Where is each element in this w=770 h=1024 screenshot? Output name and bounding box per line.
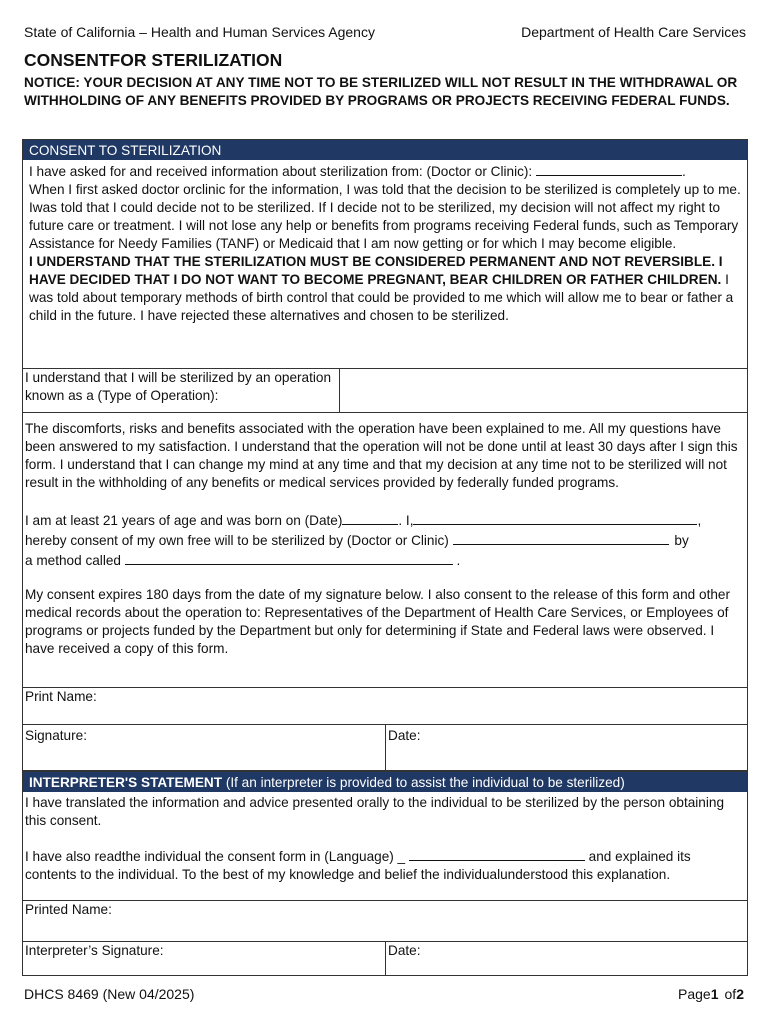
language-field[interactable] (409, 846, 585, 861)
interpreter-date-label[interactable]: Date: (388, 943, 421, 958)
doctor-clinic-line: I have asked for and received information about sterilization from: (Doctor or Clinic): . (29, 161, 741, 181)
birthdate-line: I am at least 21 years of age and was born on (Date) . I, , (25, 510, 745, 530)
permanent-paragraph: I UNDERSTAND THAT THE STERILIZATION MUST BE CONSIDERED PERMANENT AND NOT REVERSIBLE. I HAVE DECIDED THAT I DO NOT WANT TO BECOME PREGNANT, BEAR CHILDREN OR FATHER CHILDREN. I was told about temporary methods of birth control that could be provided to me which will allow me to bear or father a child in the future. I have rejected these alternatives and chosen to be sterilized. (29, 254, 734, 323)
printed-name-row[interactable] (22, 901, 748, 942)
form-number: DHCS 8469 (New 04/2025) (24, 986, 195, 1002)
operation-label: I understand that I will be sterilized by an operation known as a (Type of Operation): (25, 370, 332, 403)
department-header: Department of Health Care Services (521, 24, 746, 40)
signature-label[interactable]: Signature: (25, 728, 87, 743)
agency-header: State of California – Health and Human Services Agency (24, 24, 375, 40)
rights-paragraph: When I first asked doctor orclinic for the information, I was told that the decision to be sterilized is completely up to me. Iwas told that I could decide not to be sterilized. If I decide not to be sterilized, my decision will not affect my right to future care or treatment. I will not lose any help or benefits from programs receiving Federal funds, such as Temporary Assistance for Needy Families (TANF) or Medicaid that I am now getting or for which I may become eligible. (29, 182, 741, 251)
consent-heading: CONSENT TO STERILIZATION (23, 140, 747, 160)
individual-name-field[interactable] (413, 510, 697, 525)
operation-row (22, 369, 748, 413)
birth-date-field[interactable] (342, 510, 398, 525)
print-name-row[interactable] (22, 688, 748, 725)
consent-section (22, 139, 748, 369)
interpreter-signature-label[interactable]: Interpreter’s Signature: (25, 943, 164, 958)
page-indicator: Page1 of2 (678, 986, 744, 1002)
operation-field[interactable] (340, 369, 747, 412)
signature-row (22, 725, 748, 771)
consent-details (22, 413, 748, 688)
date-label[interactable]: Date: (388, 728, 421, 743)
form-title: CONSENTFOR STERILIZATION (24, 50, 283, 70)
interpreter-paragraph: I have translated the information and advice presented orally to the individual to be sterilized by the person obtaining this consent. (25, 795, 725, 828)
interpreter-section (22, 771, 748, 901)
consent-doctor-field[interactable] (453, 530, 669, 545)
interpreter-heading: INTERPRETER'S STATEMENT (If an interpreter is provided to assist the individual to be sterilized) (23, 772, 747, 792)
notice-text: NOTICE: YOUR DECISION AT ANY TIME NOT TO BE STERILIZED WILL NOT RESULT IN THE WITHDRAWAL OR WITHHOLDING OF ANY BENEFITS PROVIDED BY PROGRAMS OR PROJECTS RECEIVING FEDERAL FUNDS. (24, 75, 738, 108)
print-name-label: Print Name: (25, 689, 97, 704)
risks-paragraph: The discomforts, risks and benefits associated with the operation have been explained to me. All my questions have been answered to my satisfaction. I understand that the operation will not be done until at least 30 days after I sign this form. I understand that I can change my mind at any time and that my decision at any time not to be sterilized will not result in the withholding of any benefits or medical services provided by federally funded programs. (25, 421, 738, 490)
consent-line: hereby consent of my own free will to be sterilized by (Doctor or Clinic) by (25, 530, 745, 550)
doctor-clinic-field[interactable] (536, 161, 682, 176)
method-field[interactable] (125, 550, 453, 565)
printed-name-label: Printed Name: (25, 902, 112, 917)
method-line: a method called . (25, 550, 745, 570)
release-paragraph: My consent expires 180 days from the date of my signature below. I also consent to the release of this form and other medical records about the operation to: Representatives of the Department of Health Care Services, or Employees of programs or projects funded by the Department but only for determining if State and Federal laws were observed. I have received a copy of this form. (25, 587, 730, 656)
interpreter-signature-row (22, 942, 748, 976)
language-paragraph: I have also readthe individual the consent form in (Language) _ and explained its contents to the individual. To the best of my knowledge and belief the individualunderstood this explanation. (25, 846, 745, 884)
permanent-statement: I UNDERSTAND THAT THE STERILIZATION MUST BE CONSIDERED PERMANENT AND NOT REVERSIBLE. I HAVE DECIDED THAT I DO NOT WANT TO BECOME PREGNANT, BEAR CHILDREN OR FATHER CHILDREN. (29, 254, 723, 287)
